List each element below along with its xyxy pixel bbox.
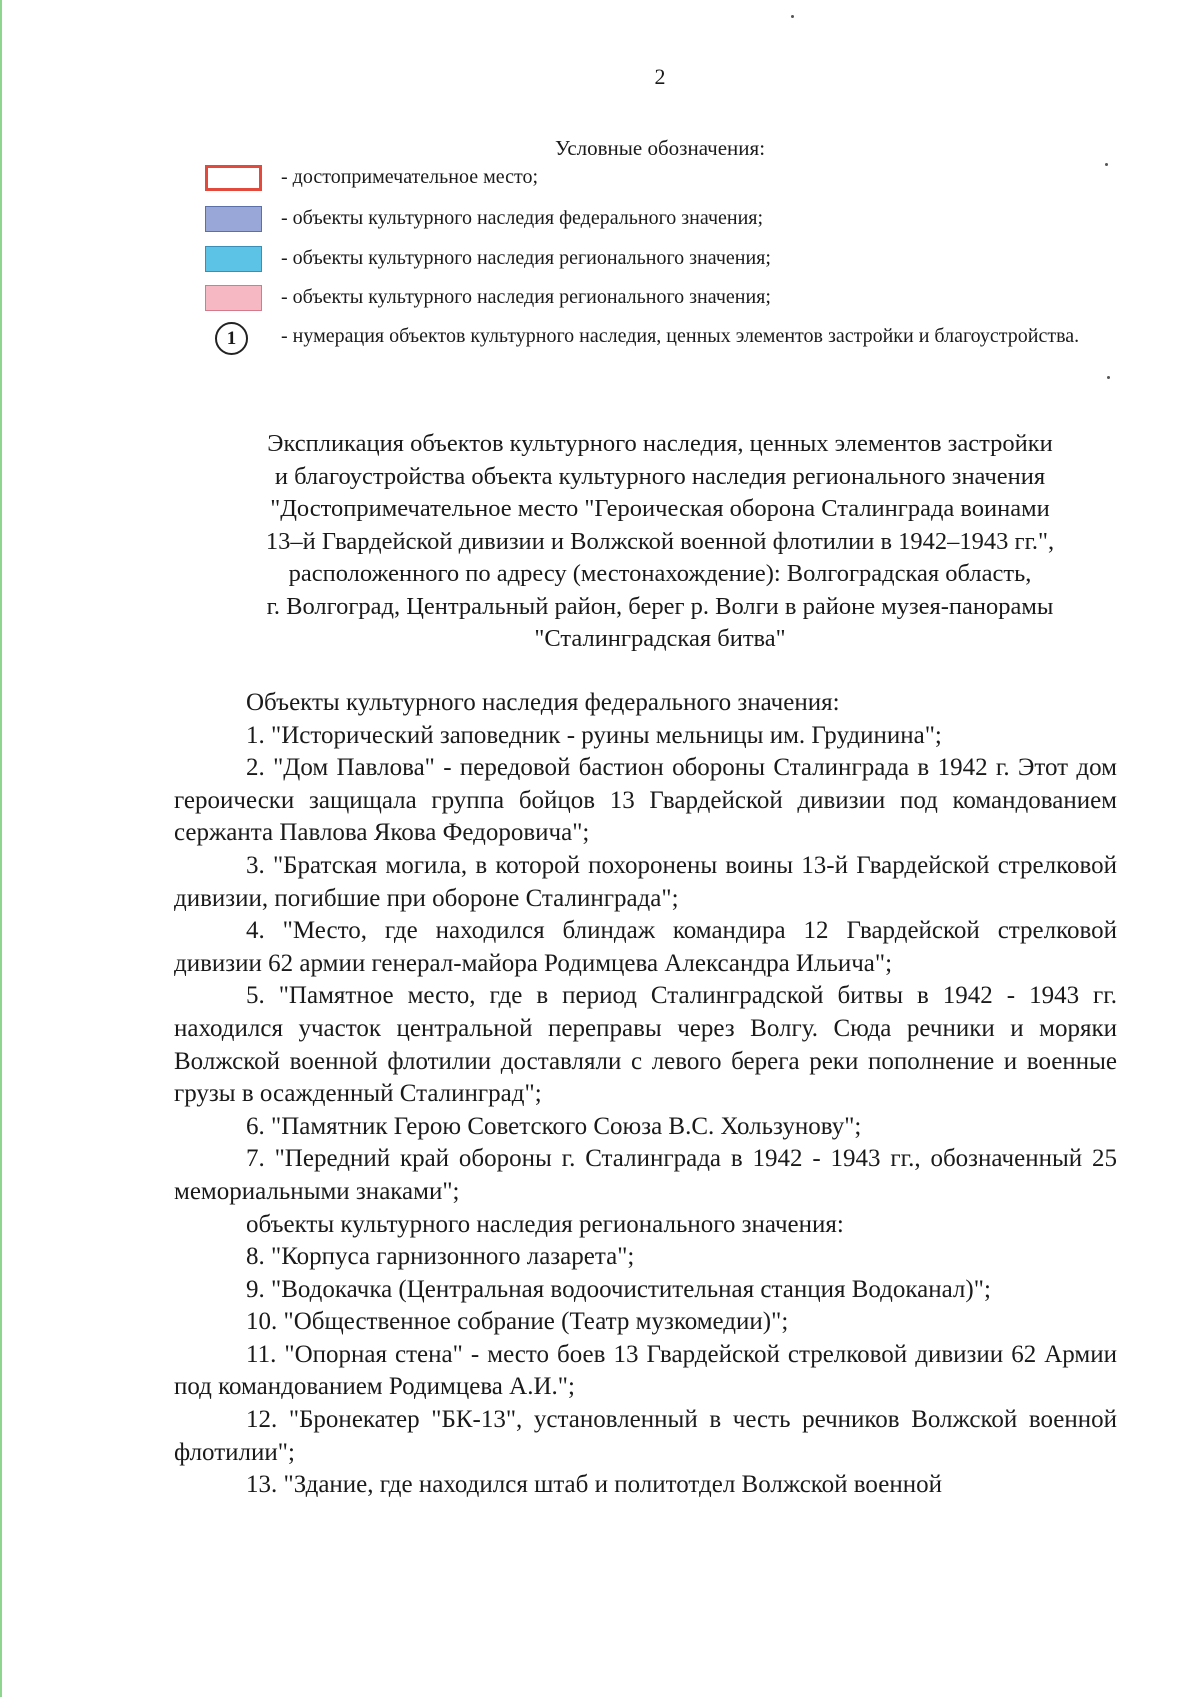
legend-item-numbering	[205, 322, 1120, 382]
heading-line: 13–й Гвардейской дивизии и Волжской военной флотилии в 1942–1943 гг.",	[265, 527, 1055, 555]
legend-item-text: - объекты культурного наследия регионального значения;	[281, 286, 771, 308]
legend-item-regional-cyan	[205, 244, 1120, 276]
list-item: 7. "Передний край обороны г. Сталинграда в 1942 - 1943 гг., обозначенный 25 мемориальными знаками";	[174, 1145, 1117, 1205]
heading-line: "Достопримечательное место "Героическая оборона Сталинграда воинами	[270, 495, 1050, 522]
page-number: 2	[654, 64, 666, 89]
numbering-circle-icon: 1	[215, 322, 248, 355]
scan-speck	[1105, 163, 1108, 166]
legend-swatch-blue	[205, 206, 262, 232]
legend-item-text: - объекты культурного наследия регионального значения;	[281, 247, 771, 269]
heading-line: и благоустройства объекта культурного наследия регионального значения	[274, 462, 1046, 490]
legend-title: Условные обозначения:	[555, 136, 766, 160]
scan-edge-line	[0, 0, 2, 1697]
federal-heading: Объекты культурного наследия федерального значения:	[246, 689, 840, 716]
list-item: 3. "Братская могила, в которой похоронены воины 13-й Гвардейской стрелковой дивизии, погибшие при обороне Сталинграда";	[174, 851, 1117, 912]
heading-line: расположенного по адресу (местонахождение): Волгоградская область,	[288, 560, 1032, 587]
scan-speck	[1107, 376, 1110, 379]
legend-item-federal	[205, 204, 1120, 236]
legend-swatch-red-outline	[205, 165, 262, 191]
legend-item-regional-pink	[205, 283, 1120, 315]
legend-item-text: - достопримечательное место;	[281, 166, 539, 188]
list-item: 1. "Исторический заповедник - руины мельницы им. Грудинина";	[246, 721, 942, 749]
legend-swatch-pink	[205, 285, 262, 311]
list-item: 8. "Корпуса гарнизонного лазарета";	[246, 1243, 635, 1271]
list-item: 4. "Место, где находился блиндаж командира 12 Гвардейской стрелковой дивизии 62 армии генерал-майора Родимцева Александра Ильича";	[174, 917, 1117, 977]
list-item: 12. "Бронекатер "БК-13", установленный в честь речников Волжской военной флотилии";	[174, 1406, 1117, 1466]
heading-line: г. Волгоград, Центральный район, берег р. Волги в районе музея-панорамы	[266, 592, 1054, 620]
explication-heading	[150, 428, 1170, 656]
scan-speck	[791, 15, 794, 18]
legend-numbering-text: - нумерация объектов культурного наследия, ценных элементов застройки и благоустройства.	[281, 325, 1080, 347]
legend-swatch-cyan	[205, 246, 262, 272]
list-item: 9. "Водокачка (Центральная водоочистительная станция Водоканал)";	[246, 1275, 991, 1303]
regional-heading: объекты культурного наследия регионального значения:	[246, 1210, 844, 1238]
list-item: 2. "Дом Павлова" - передовой бастион обороны Сталинграда в 1942 г. Этот дом героически защищала группа бойцов 13 Гвардейской дивизии под командованием сержанта Павлова Якова Федоровича";	[174, 754, 1117, 847]
object-list	[174, 687, 1117, 1502]
legend-item-landmark	[205, 163, 1120, 195]
heading-line: Экспликация объектов культурного наследия, ценных элементов застройки	[267, 430, 1053, 457]
list-item: 5. "Памятное место, где в период Сталинградской битвы в 1942 - 1943 гг. находился участок центральной переправы через Волгу. Сюда речники и моряки Волжской военной флотилии доставляли с левого берега реки пополнение и военные грузы в осажденный Сталинград";	[174, 982, 1117, 1108]
list-item: 10. "Общественное собрание (Театр музкомедии)";	[246, 1308, 789, 1336]
list-item: 13. "Здание, где находился штаб и политотдел Волжской военной	[246, 1471, 942, 1499]
list-item: 11. "Опорная стена" - место боев 13 Гвардейской стрелковой дивизии 62 Армии под командованием Родимцева А.И.";	[174, 1340, 1117, 1401]
list-item: 6. "Памятник Герою Советского Союза В.С. Хользунову";	[246, 1112, 862, 1140]
legend-item-text: - объекты культурного наследия федерального значения;	[281, 207, 764, 229]
heading-line: "Сталинградская битва"	[534, 625, 786, 652]
